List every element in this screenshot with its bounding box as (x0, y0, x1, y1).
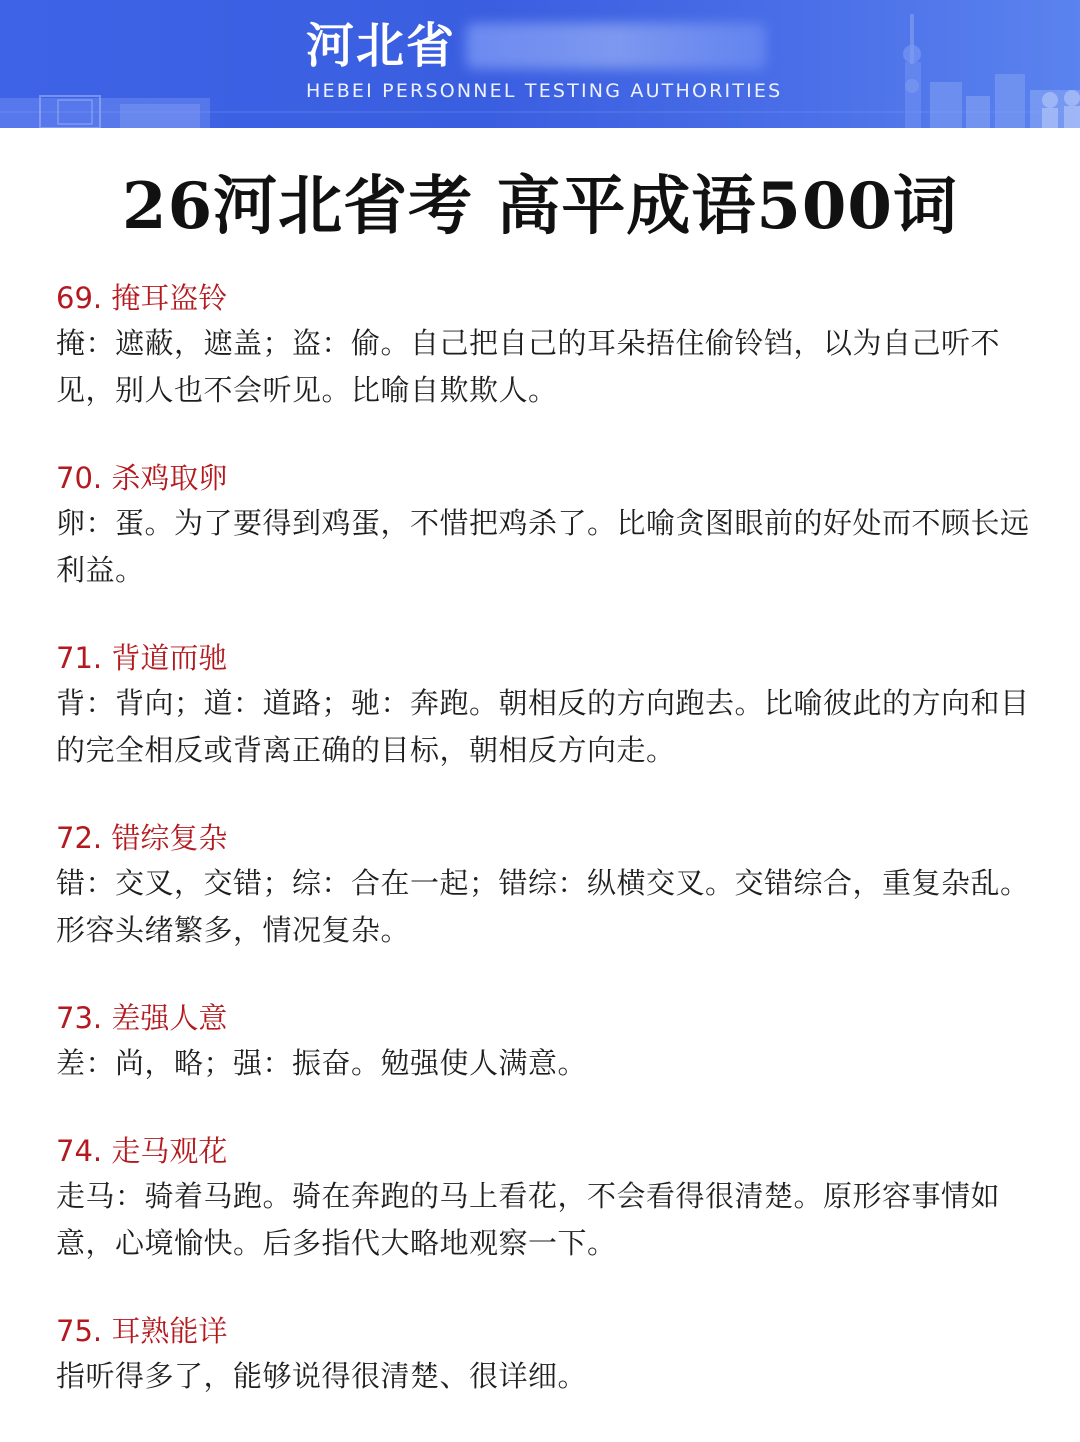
idiom-description: 差：尚，略；强：振奋。勉强使人满意。 (56, 1046, 588, 1080)
header-banner (0, 0, 1080, 128)
idiom-title: 75. 耳熟能详 (56, 1314, 228, 1348)
logo-title-row (306, 14, 786, 78)
idiom-entry (56, 636, 1046, 774)
idiom-title: 72. 错综复杂 (56, 821, 228, 855)
logo-subtitle: HEBEI PERSONNEL TESTING AUTHORITIES (306, 80, 783, 102)
idiom-entry (56, 456, 1046, 594)
idiom-description: 背：背向；道：道路；驰：奔跑。朝相反的方向跑去。比喻彼此的方向和目的完全相反或背离正确的目标，朝相反方向走。 (56, 686, 1030, 767)
idiom-title: 71. 背道而驰 (56, 641, 228, 675)
blurred-logo-text (466, 23, 766, 69)
idiom-description: 卵：蛋。为了要得到鸡蛋，不惜把鸡杀了。比喻贪图眼前的好处而不顾长远利益。 (56, 506, 1030, 587)
page-title: 26河北省考 高平成语500词 (122, 169, 958, 244)
idiom-description: 错：交叉，交错；综：合在一起；错综：纵横交叉。交错综合，重复杂乱。形容头绪繁多，情况复杂。 (56, 866, 1030, 947)
idiom-entry (56, 996, 1046, 1087)
idiom-description: 掩：遮蔽，遮盖；盗：偷。自己把自己的耳朵捂住偷铃铛，以为自己听不见，别人也不会听见。比喻自欺欺人。 (56, 326, 1001, 407)
idiom-title: 69. 掩耳盗铃 (56, 281, 228, 315)
authority-logo (306, 14, 786, 102)
logo-main-text: 河北省 (306, 18, 457, 74)
idiom-title: 74. 走马观花 (56, 1134, 228, 1168)
idiom-entry (56, 1129, 1046, 1267)
idiom-entry (56, 816, 1046, 954)
idiom-title: 73. 差强人意 (56, 1001, 228, 1035)
idiom-description: 走马：骑着马跑。骑在奔跑的马上看花，不会看得很清楚。原形容事情如意，心境愉快。后多指代大略地观察一下。 (56, 1179, 1001, 1260)
idiom-description: 指听得多了，能够说得很清楚、很详细。 (56, 1359, 588, 1393)
idiom-entry (56, 276, 1046, 414)
idiom-list (56, 276, 1046, 1442)
idiom-title: 70. 杀鸡取卵 (56, 461, 228, 495)
idiom-entry (56, 1309, 1046, 1400)
